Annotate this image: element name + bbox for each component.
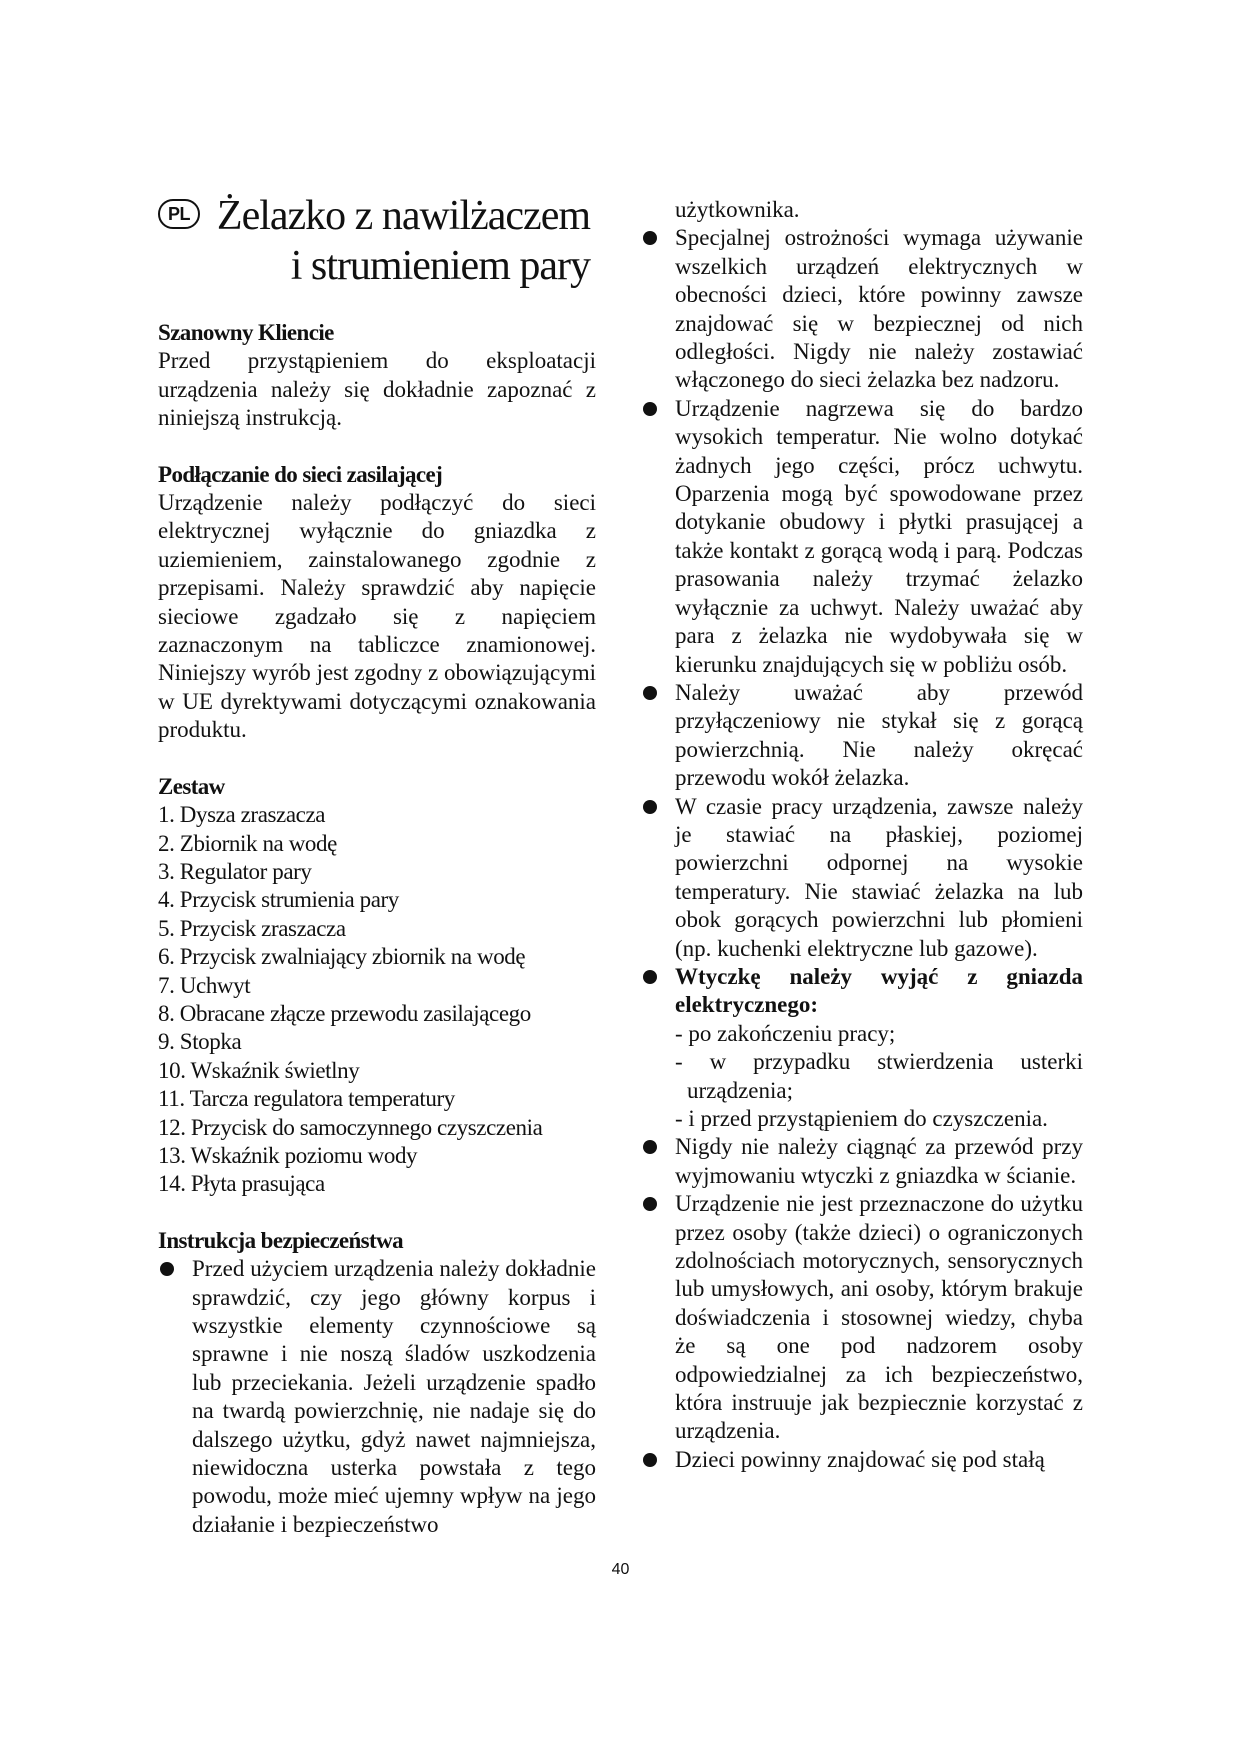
page-number: 40 [611, 1561, 630, 1578]
list-item: 10. Wskaźnik świetlny [158, 1057, 360, 1083]
bullet-text: Należy uważać aby przewód przyłączeniowy nie stykał się z gorącą powierzchnią. Nie należy okręcać przewodu wokół żelazka. [675, 679, 1083, 791]
title-block [158, 195, 596, 305]
bullet-dot-icon [643, 1453, 657, 1467]
bullet-text: Specjalnej ostrożności wymaga używanie wszelkich urządzeń elektrycznych w obecności dzieci, które powinny zawsze znajdować się w bezpiecznej od nich odległości. Nigdy nie należy zostawiać włączonego do sieci żelazka bez nadzoru. [675, 225, 1083, 393]
list-item: 14. Płyta prasująca [158, 1171, 325, 1197]
bullet-text: Nigdy nie należy ciągnąć za przewód przy wyjmowaniu wtyczki z gniazdka w ścianie. [675, 1134, 1083, 1188]
unplug-list [675, 1020, 1083, 1134]
bullet-continuation: użytkownika. [675, 197, 800, 222]
unplug-item: - po zakończeniu pracy; [675, 1020, 896, 1046]
left-column [158, 195, 596, 1539]
bullet-text: Urządzenie nagrzewa się do bardzo wysokich temperatur. Nie wolno dotykać żadnych jego części, prócz uchwytu. Oparzenia mogą być spowodowane przez dotykanie obudowy i płytki prasującej a także kontakt z gorącą wodą i parą. Podczas prasowania należy trzymać żelazko wyłącznie za uchwyt. Należy uważać aby para z żelazka nie wydobywała się w kierunku znajdujących się w pobliżu osób. [675, 395, 1083, 677]
bullet-dot-icon [643, 686, 657, 700]
bullet-text: Dzieci powinny znajdować się pod stałą [675, 1446, 1045, 1472]
list-item: 9. Stopka [158, 1029, 242, 1055]
list-item [641, 1133, 1083, 1190]
intro-heading: Szanowny Kliencie [158, 320, 334, 345]
list-item [158, 1255, 596, 1539]
list-item [641, 1190, 1083, 1446]
title-line-2: i strumieniem pary [290, 243, 590, 289]
bullet-dot-icon [643, 800, 657, 814]
right-column [641, 196, 1083, 1474]
language-badge: PL [158, 199, 200, 229]
list-item [641, 679, 1083, 793]
unplug-item: - w przypadku stwierdzenia usterki urządzenia; [675, 1049, 1083, 1103]
list-item [641, 793, 1083, 963]
list-item: 13. Wskaźnik poziomu wody [158, 1142, 418, 1168]
list-item: 4. Przycisk strumienia pary [158, 887, 399, 913]
parts-list [158, 801, 596, 1199]
unplug-heading: Wtyczkę należy wyjąć z gniazda elektrycznego: [675, 963, 1083, 1018]
safety-list-right [641, 224, 1083, 1474]
list-item [641, 224, 1083, 394]
list-item: 1. Dysza zraszacza [158, 802, 326, 828]
list-item: 5. Przycisk zraszacza [158, 915, 346, 941]
list-item [641, 1446, 1083, 1474]
bullet-dot-icon [160, 1262, 174, 1276]
list-item: 7. Uchwyt [158, 972, 251, 998]
list-item: 8. Obracane złącze przewodu zasilającego [158, 1000, 531, 1026]
parts-heading: Zestaw [158, 773, 225, 799]
connection-text: Urządzenie należy podłączyć do sieci elektrycznej wyłącznie do gniazdka z uziemieniem, zainstalowanego zgodnie z przepisami. Należy sprawdzić aby napięcie sieciowe zgadzało się z napięciem zaznaczonym na tabliczce znamionowej. Niniejszy wyrób jest zgodny z obowiązującymi w UE dyrektywami dotyczącymi oznakowania produktu. [158, 490, 596, 743]
list-item [641, 963, 1083, 1133]
list-item: 2. Zbiornik na wodę [158, 830, 337, 856]
bullet-text: Przed użyciem urządzenia należy dokładnie sprawdzić, czy jego główny korpus i wszystkie elementy czynnościowe są sprawne i nie noszą śladów uszkodzenia lub przeciekania. Jeżeli urządzenie spadło na twardą powierzchnię, nie nadaje się do dalszego użytku, gdyż nawet najmniejsza, niewidoczna usterka powstała z tego powodu, może mieć ujemny wpływ na jego działanie i bezpieczeństwo [192, 1256, 596, 1537]
connection-heading: Podłączanie do sieci zasilającej [158, 461, 443, 487]
bullet-dot-icon [643, 1140, 657, 1154]
bullet-text: Urządzenie nie jest przeznaczone do użytku przez osoby (także dzieci) o ograniczonych zdolnościach motorycznych, sensorycznych lub umysłowych, ani osoby, którym brakuje doświadczenia i stosownej wiedzy, chyba że są one pod nadzorem osoby odpowiedzialnej za ich bezpieczeństwo, która instruuje jak bezpiecznie korzystać z urządzenia. [675, 1191, 1083, 1444]
bullet-dot-icon [643, 1197, 657, 1211]
title-line-1: Żelazko z nawilżaczem [216, 193, 590, 239]
unplug-item: - i przed przystąpieniem do czyszczenia. [675, 1106, 1048, 1131]
safety-list-left [158, 1255, 596, 1539]
list-item: 3. Regulator pary [158, 858, 312, 884]
bullet-text: W czasie pracy urządzenia, zawsze należy je stawiać na płaskiej, poziomej powierzchni odpornej na wysokie temperatury. Nie stawiać żelazka na lub obok gorących powierzchni lub płomieni (np. kuchenki elektryczne lub gazowe). [675, 793, 1083, 961]
bullet-dot-icon [643, 402, 657, 416]
safety-heading: Instrukcja bezpieczeństwa [158, 1227, 403, 1253]
list-item: 11. Tarcza regulatora temperatury [158, 1086, 455, 1112]
list-item: 6. Przycisk zwalniający zbiornik na wodę [158, 944, 526, 970]
intro-text: Przed przystąpieniem do eksploatacji urządzenia należy się dokładnie zapoznać z niniejszą instrukcją. [158, 348, 596, 431]
bullet-dot-icon [643, 970, 657, 984]
page-title [217, 191, 590, 291]
list-item [641, 395, 1083, 679]
list-item: 12. Przycisk do samoczynnego czyszczenia [158, 1114, 543, 1140]
bullet-dot-icon [643, 231, 657, 245]
